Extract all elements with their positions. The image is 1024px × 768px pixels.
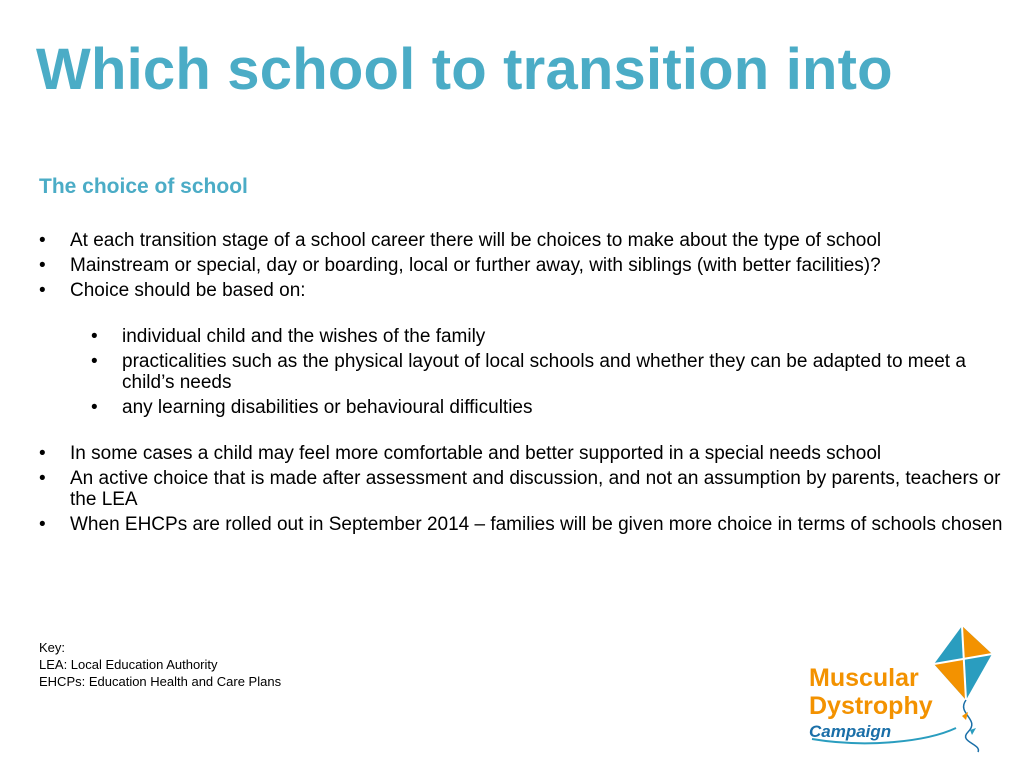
sub-list-item-text: any learning disabilities or behavioural difficulties — [122, 397, 533, 418]
bullet-marker: • — [39, 443, 46, 464]
logo-text-line3: Campaign — [809, 722, 892, 741]
list-item-text: When EHCPs are rolled out in September 2014 – families will be given more choice in terms of schools chosen — [70, 514, 1003, 535]
logo-text-line1: Muscular — [809, 664, 919, 692]
list-item — [39, 468, 1014, 510]
list-item-text: In some cases a child may feel more comfortable and better supported in a special needs school — [70, 443, 882, 464]
bullet-marker: • — [91, 397, 98, 418]
sub-list-item — [39, 397, 1014, 418]
sub-list-item-text: practicalities such as the physical layout of local schools and whether they can be adapted to meet a child’s needs — [122, 351, 966, 393]
key-line: EHCPs: Education Health and Care Plans — [39, 674, 282, 689]
list-item — [39, 280, 1014, 301]
list-item — [39, 255, 1014, 276]
bullet-list — [39, 230, 1014, 539]
bullet-marker: • — [39, 230, 46, 251]
bullet-marker: • — [91, 326, 98, 347]
section-heading: The choice of school — [39, 175, 248, 198]
list-item-text: At each transition stage of a school career there will be choices to make about the type of school — [70, 230, 882, 251]
page-title: Which school to transition into — [36, 37, 893, 102]
list-item-text: Choice should be based on: — [70, 280, 306, 301]
abbreviation-key — [39, 639, 281, 690]
sub-list-item-text: individual child and the wishes of the family — [122, 326, 486, 347]
bullet-marker: • — [39, 514, 46, 535]
list-item — [39, 230, 1014, 251]
sub-list-item — [39, 326, 1014, 347]
key-line: LEA: Local Education Authority — [39, 657, 218, 672]
muscular-dystrophy-campaign-logo — [806, 624, 994, 754]
bullet-marker: • — [39, 468, 46, 489]
sub-list-item — [39, 351, 1014, 393]
bullet-marker: • — [39, 280, 46, 301]
spacer — [39, 305, 1014, 326]
list-item — [39, 443, 1014, 464]
bullet-marker: • — [91, 351, 98, 372]
key-heading: Key: — [39, 640, 66, 655]
logo-text-line2: Dystrophy — [809, 692, 933, 720]
spacer — [39, 422, 1014, 443]
list-item-text: An active choice that is made after assessment and discussion, and not an assumption by parents, teachers or the LEA — [70, 468, 1001, 510]
list-item-text: Mainstream or special, day or boarding, local or further away, with siblings (with better facilities)? — [70, 255, 881, 276]
bullet-marker: • — [39, 255, 46, 276]
list-item — [39, 514, 1014, 535]
